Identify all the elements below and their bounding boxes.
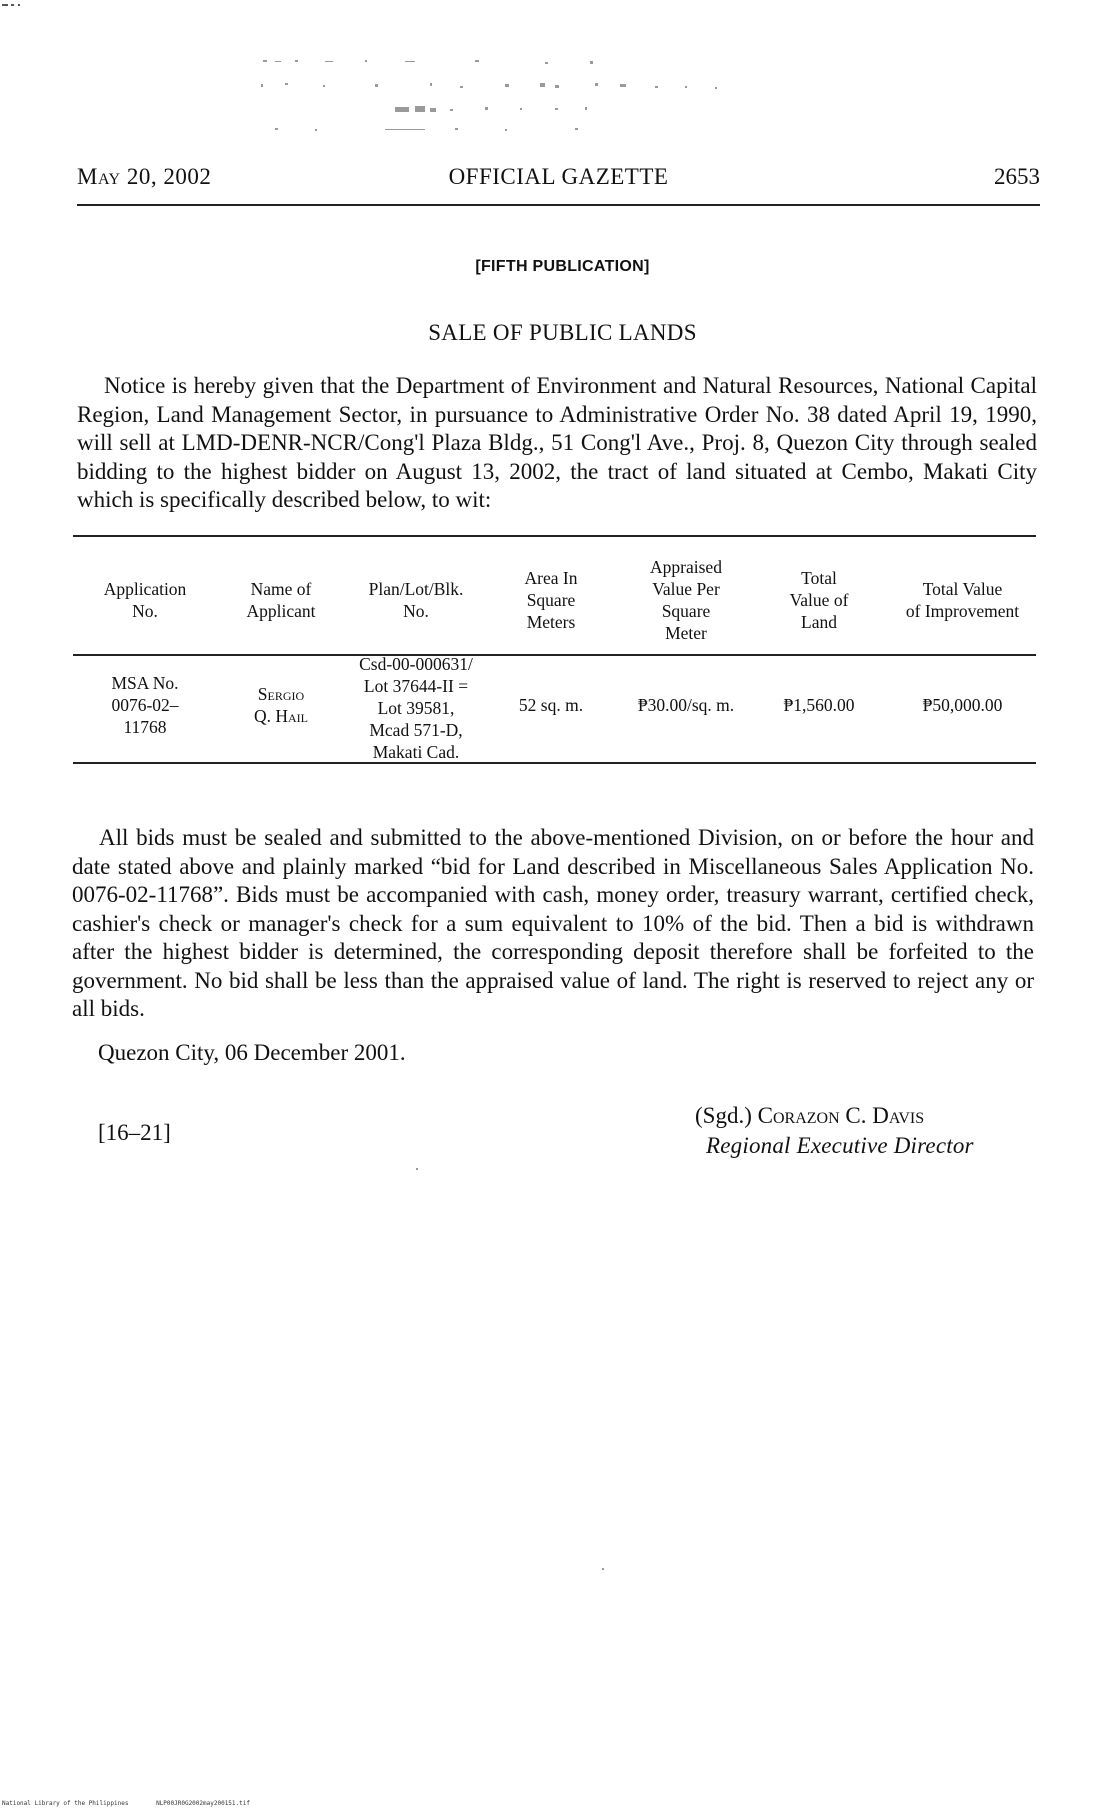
notice-heading: SALE OF PUBLIC LANDS bbox=[428, 320, 697, 345]
cell-application-no: MSA No. 0076-02– 11768 bbox=[111, 673, 179, 737]
issue-date: May 20, 2002 bbox=[77, 164, 212, 189]
bids-paragraph bbox=[72, 824, 1034, 1024]
signatory-line bbox=[695, 1103, 924, 1129]
bids-text: All bids must be sealed and submitted to the above-mentioned Division, on or before the hour and date stated above and plainly marked “bid for Land described in Miscellaneous Sales Application No. 0076-02-11768”. Bids must be accompanied with cash, money order, treasury warrant, certified check, cashier's check or manager's check for a sum equivalent to 10% of the bid. Then a bid is withdrawn after the highest bidder is determined, the corresponding deposit therefore shall be forfeited to the government. No bid shall be less than the appraised value of land. The right is reserved to reject any or all bids. bbox=[72, 825, 1034, 1021]
header-appraised-value: Appraised Value Per Square Meter bbox=[650, 557, 722, 643]
header-area: Area In Square Meters bbox=[524, 568, 578, 632]
notice-paragraph bbox=[77, 372, 1037, 515]
publication-label: [FIFTH PUBLICATION] bbox=[475, 258, 650, 275]
header-total-land-value: Total Value of Land bbox=[789, 568, 849, 632]
signed-prefix: (Sgd.) bbox=[695, 1103, 752, 1128]
cell-appraised-value: ₱30.00/sq. m. bbox=[637, 695, 735, 715]
scan-speck bbox=[602, 1568, 604, 1570]
scan-corner-mark bbox=[2, 4, 24, 6]
page-number: 2653 bbox=[994, 164, 1040, 189]
place-and-date: Quezon City, 06 December 2001. bbox=[98, 1040, 406, 1065]
cell-area: 52 sq. m. bbox=[518, 695, 584, 715]
header-plan-lot: Plan/Lot/Blk. No. bbox=[368, 579, 464, 621]
footer-library: National Library of the Philippines bbox=[2, 1800, 129, 1807]
cell-total-improvement: ₱50,000.00 bbox=[922, 695, 1003, 715]
cell-plan-lot: Csd-00-000631/ Lot 37644-II = Lot 39581, Mcad 571-D, Makati Cad. bbox=[359, 654, 473, 762]
table-top-rule bbox=[73, 535, 1036, 537]
cell-applicant: Sergio Q. Hail bbox=[253, 684, 309, 726]
header-applicant: Name of Applicant bbox=[246, 579, 316, 621]
scan-artifact-noise bbox=[255, 58, 735, 133]
cell-total-land-value: ₱1,560.00 bbox=[783, 695, 855, 715]
header-application-no: Application No. bbox=[103, 579, 187, 621]
gazette-title: OFFICIAL GAZETTE bbox=[448, 164, 669, 189]
signatory-name: Corazon C. Davis bbox=[757, 1103, 925, 1128]
gazette-header bbox=[77, 160, 1040, 200]
notice-text: Notice is hereby given that the Department of Environment and Natural Resources, National Capital Region, Land Management Sector, in pursuance to Administrative Order No. 38 dated April 19, 1990, will sell at LMD-DENR-NCR/Cong'l Plaza Bldg., 51 Cong'l Ave., Proj. 8, Quezon City through sealed bidding to the highest bidder on August 13, 2002, the tract of land situated at Cembo, Makati City which is specifically described below, to wit: bbox=[77, 373, 1037, 512]
footer-file: NLP00JR0G2002may200151.tif bbox=[156, 1800, 250, 1807]
header-total-improvement: Total Value of Improvement bbox=[905, 579, 1020, 621]
scan-speck bbox=[416, 1168, 418, 1170]
publication-reference: [16–21] bbox=[98, 1120, 171, 1145]
scan-footer bbox=[2, 1800, 274, 1807]
signatory-title: Regional Executive Director bbox=[706, 1133, 974, 1158]
table-bottom-rule bbox=[73, 762, 1036, 764]
header-divider bbox=[77, 204, 1040, 206]
